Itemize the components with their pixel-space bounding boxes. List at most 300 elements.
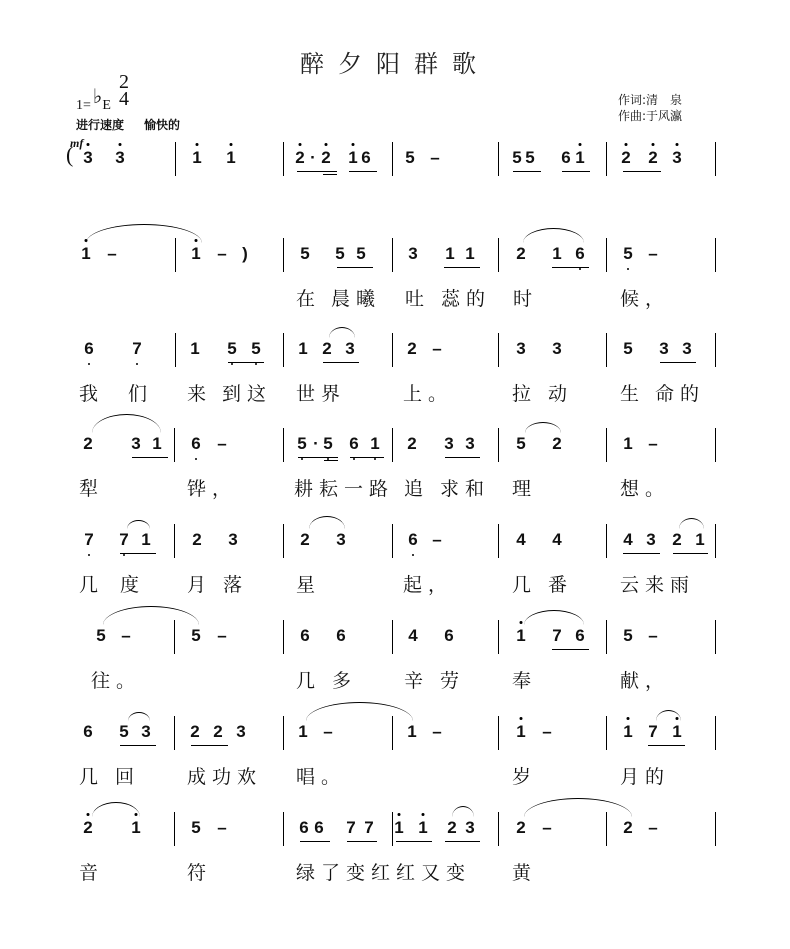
note: – bbox=[648, 434, 658, 453]
high-octave-dot bbox=[676, 143, 679, 146]
lyric-text: 音 bbox=[79, 862, 105, 884]
lyric-text: 度 bbox=[120, 574, 146, 596]
score-row bbox=[0, 428, 790, 518]
lyric-text: 生 bbox=[620, 383, 646, 405]
tempo-label: 进行速度 bbox=[76, 118, 125, 132]
low-octave-dot bbox=[579, 268, 581, 270]
lyric-text: 们 bbox=[128, 383, 154, 405]
note: 1 bbox=[190, 244, 202, 264]
note: 1 bbox=[552, 244, 562, 263]
lyric-text: 黄 bbox=[512, 862, 538, 884]
eighth-underline bbox=[660, 362, 696, 363]
note: 2 bbox=[407, 434, 417, 453]
slur-arc bbox=[329, 327, 355, 338]
bar-line bbox=[606, 716, 607, 750]
key-prefix: 1= bbox=[76, 98, 91, 113]
bar-line bbox=[498, 620, 499, 654]
lyric-text: 犁 bbox=[79, 478, 105, 500]
bar-line bbox=[715, 524, 716, 558]
lyric-text: 世界 bbox=[296, 383, 347, 405]
eighth-underline bbox=[191, 745, 228, 746]
lyric-text: 献， bbox=[620, 670, 671, 692]
bar-line bbox=[175, 333, 176, 367]
sixteenth-underline bbox=[324, 460, 338, 461]
note: 6 bbox=[83, 339, 95, 359]
note: 3 bbox=[646, 530, 656, 549]
note: 6 bbox=[314, 818, 324, 837]
high-octave-dot bbox=[520, 621, 523, 624]
note: 5 bbox=[119, 722, 129, 741]
lyric-text: 落 bbox=[223, 574, 249, 596]
eighth-underline bbox=[623, 553, 660, 554]
slur-arc bbox=[127, 520, 150, 529]
eighth-underline bbox=[396, 841, 432, 842]
lyric-text: 候， bbox=[620, 288, 671, 310]
lyric-text: 命的 bbox=[655, 383, 706, 405]
bar-line bbox=[392, 238, 393, 272]
bar-line bbox=[174, 428, 175, 462]
note: 1 bbox=[141, 530, 151, 549]
note: 1 bbox=[298, 722, 308, 741]
tempo-marking bbox=[76, 116, 200, 133]
time-signature-bottom: 4 bbox=[119, 88, 129, 110]
note: ) bbox=[242, 244, 248, 263]
note: 6 bbox=[575, 626, 585, 645]
note: 2 bbox=[213, 722, 223, 741]
high-octave-dot bbox=[325, 143, 328, 146]
eighth-underline bbox=[673, 553, 708, 554]
note: 1 bbox=[190, 339, 200, 358]
high-octave-dot bbox=[87, 143, 90, 146]
bar-line bbox=[606, 238, 607, 272]
low-octave-dot bbox=[374, 458, 376, 460]
note: 3 bbox=[408, 244, 418, 263]
bar-line bbox=[392, 620, 393, 654]
note: 2 bbox=[516, 818, 526, 837]
lyric-text: 回 bbox=[115, 766, 141, 788]
note: 6 bbox=[299, 818, 309, 837]
low-octave-dot bbox=[123, 554, 125, 556]
note: 3 bbox=[141, 722, 151, 741]
lyric-text: 来 bbox=[187, 383, 213, 405]
lyric-text: 成功欢 bbox=[187, 766, 263, 788]
high-octave-dot bbox=[625, 143, 628, 146]
note: 3 bbox=[465, 434, 475, 453]
note: 6 bbox=[361, 148, 371, 167]
note: 1 bbox=[298, 339, 308, 358]
eighth-underline bbox=[228, 362, 264, 363]
bar-line bbox=[715, 333, 716, 367]
eighth-underline bbox=[132, 457, 168, 458]
note: 5 bbox=[226, 339, 238, 359]
bar-line bbox=[715, 238, 716, 272]
lyric-text: 月的 bbox=[620, 766, 671, 788]
note: 1 bbox=[465, 244, 475, 263]
lyric-text: 耕耘一路 bbox=[294, 478, 395, 500]
note: 4 bbox=[516, 530, 526, 549]
bar-line bbox=[283, 333, 284, 367]
note: 4 bbox=[552, 530, 562, 549]
note: 5 bbox=[300, 244, 310, 263]
lyric-text: 吐 bbox=[405, 288, 431, 310]
note: 2 bbox=[320, 148, 332, 168]
note: 6 bbox=[574, 244, 586, 264]
lyric-text: 我 bbox=[79, 383, 105, 405]
note: 5 bbox=[296, 434, 308, 454]
bar-line bbox=[283, 812, 284, 846]
score-row bbox=[0, 620, 790, 710]
note: 3 bbox=[336, 530, 346, 549]
score-row bbox=[0, 238, 790, 328]
lyric-text: 多 bbox=[332, 670, 358, 692]
eighth-underline bbox=[445, 841, 480, 842]
eighth-underline bbox=[562, 171, 590, 172]
note: 1 bbox=[130, 818, 142, 838]
note: – bbox=[432, 339, 442, 358]
bar-line bbox=[174, 524, 175, 558]
eighth-underline bbox=[337, 267, 373, 268]
lyric-text: 追 bbox=[404, 478, 430, 500]
note: 3 bbox=[465, 818, 475, 837]
note: 3 bbox=[516, 339, 526, 358]
bar-line bbox=[392, 142, 393, 176]
high-octave-dot bbox=[196, 143, 199, 146]
note: 2 bbox=[516, 244, 526, 263]
slur-arc bbox=[679, 518, 704, 529]
note: 7 bbox=[118, 530, 130, 550]
sixteenth-underline bbox=[323, 174, 337, 175]
note: 1 bbox=[623, 434, 633, 453]
note: 5 bbox=[250, 339, 262, 359]
note: 6 bbox=[407, 530, 419, 550]
bar-line bbox=[392, 716, 393, 750]
note: 2 bbox=[623, 818, 633, 837]
low-octave-dot bbox=[627, 268, 629, 270]
open-parenthesis: ( bbox=[66, 142, 74, 167]
eighth-underline bbox=[623, 171, 661, 172]
bar-line bbox=[392, 524, 393, 558]
note: 6 bbox=[83, 722, 93, 741]
note: – bbox=[121, 626, 131, 645]
bar-line bbox=[606, 142, 607, 176]
note: 1 bbox=[191, 148, 203, 168]
time-signature bbox=[119, 71, 129, 110]
bar-line bbox=[392, 428, 393, 462]
lyric-text: 上。 bbox=[403, 383, 454, 405]
note: 2 bbox=[552, 434, 562, 453]
note: 3 bbox=[114, 148, 126, 168]
high-octave-dot bbox=[119, 143, 122, 146]
eighth-underline bbox=[513, 171, 541, 172]
bar-line bbox=[498, 142, 499, 176]
slur-arc bbox=[452, 806, 474, 817]
note: 5 bbox=[322, 434, 334, 454]
lyric-text: 想。 bbox=[620, 478, 671, 500]
bar-line bbox=[606, 620, 607, 654]
lyric-text: 时 bbox=[513, 288, 539, 310]
bar-line bbox=[715, 142, 716, 176]
lyric-text: 绿了变红红又变 bbox=[296, 862, 472, 884]
note: – bbox=[432, 722, 442, 741]
note: 4 bbox=[408, 626, 418, 645]
eighth-underline bbox=[552, 267, 589, 268]
note: 5 bbox=[191, 626, 201, 645]
note: – bbox=[542, 722, 552, 741]
lyric-text: 岁 bbox=[512, 766, 538, 788]
note: 3 bbox=[345, 339, 355, 358]
low-octave-dot bbox=[412, 554, 414, 556]
bar-line bbox=[283, 428, 284, 462]
tempo-value: 愉快的 bbox=[144, 118, 181, 132]
note: 5 bbox=[405, 148, 415, 167]
note: – bbox=[542, 818, 552, 837]
note: – bbox=[107, 244, 117, 263]
note: – bbox=[648, 244, 658, 263]
slur-arc bbox=[128, 712, 150, 721]
note: 2 bbox=[620, 148, 632, 168]
bar-line bbox=[175, 142, 176, 176]
note: 1 bbox=[574, 148, 586, 168]
eighth-underline bbox=[349, 171, 377, 172]
slur-arc bbox=[525, 422, 561, 433]
lyricist: 作词:清 泉 bbox=[618, 93, 683, 107]
note: 1 bbox=[671, 722, 683, 742]
note: 2 bbox=[83, 434, 93, 453]
bar-line bbox=[175, 238, 176, 272]
note: 5 bbox=[191, 818, 201, 837]
bar-line bbox=[715, 620, 716, 654]
bar-line bbox=[498, 716, 499, 750]
note: 2 bbox=[192, 530, 202, 549]
note: 6 bbox=[561, 148, 571, 167]
eighth-underline bbox=[120, 553, 156, 554]
lyric-text: 符 bbox=[187, 862, 213, 884]
note: 3 bbox=[82, 148, 94, 168]
note: 1 bbox=[347, 148, 359, 168]
note: – bbox=[217, 244, 227, 263]
high-octave-dot bbox=[87, 813, 90, 816]
time-signature-top: 2 bbox=[119, 71, 129, 93]
eighth-underline bbox=[552, 649, 589, 650]
bar-line bbox=[715, 812, 716, 846]
bar-line bbox=[498, 524, 499, 558]
note: 7 bbox=[83, 530, 95, 550]
lyric-text: 劳 bbox=[440, 670, 466, 692]
score-row bbox=[0, 142, 790, 232]
note: · bbox=[313, 434, 319, 453]
note: – bbox=[217, 626, 227, 645]
bar-line bbox=[283, 716, 284, 750]
note: 5 bbox=[622, 244, 634, 264]
eighth-underline bbox=[323, 362, 359, 363]
note: 1 bbox=[152, 434, 162, 453]
note: – bbox=[432, 530, 442, 549]
note: 3 bbox=[552, 339, 562, 358]
low-octave-dot bbox=[301, 458, 303, 460]
note: 7 bbox=[552, 626, 562, 645]
bar-line bbox=[283, 238, 284, 272]
note: 7 bbox=[364, 818, 374, 837]
note: 3 bbox=[682, 339, 692, 358]
lyric-text: 番 bbox=[548, 574, 574, 596]
note: 6 bbox=[300, 626, 310, 645]
note: 7 bbox=[131, 339, 143, 359]
bar-line bbox=[606, 333, 607, 367]
slur-arc bbox=[656, 710, 681, 721]
high-octave-dot bbox=[579, 143, 582, 146]
note: 1 bbox=[695, 530, 705, 549]
note: – bbox=[323, 722, 333, 741]
lyric-text: 求和 bbox=[440, 478, 491, 500]
note: 3 bbox=[671, 148, 683, 168]
low-octave-dot bbox=[88, 554, 90, 556]
note: 7 bbox=[648, 722, 658, 741]
note: 5 bbox=[356, 244, 366, 263]
note: – bbox=[648, 626, 658, 645]
lyric-text: 月 bbox=[187, 574, 213, 596]
score-row bbox=[0, 812, 790, 902]
note: 2 bbox=[190, 722, 200, 741]
lyric-text: 往。 bbox=[91, 670, 142, 692]
note: 1 bbox=[445, 244, 455, 263]
note: – bbox=[217, 434, 227, 453]
eighth-underline bbox=[298, 457, 338, 458]
note: 6 bbox=[348, 434, 360, 454]
low-octave-dot bbox=[195, 458, 197, 460]
dynamic-marking: mf bbox=[70, 136, 84, 150]
bar-line bbox=[606, 812, 607, 846]
note: – bbox=[648, 818, 658, 837]
note: 2 bbox=[447, 818, 457, 837]
note: 2 bbox=[322, 339, 332, 358]
bar-line bbox=[606, 524, 607, 558]
bar-line bbox=[498, 428, 499, 462]
note: 1 bbox=[225, 148, 237, 168]
note: 5 bbox=[96, 626, 106, 645]
bar-line bbox=[715, 428, 716, 462]
high-octave-dot bbox=[520, 717, 523, 720]
eighth-underline bbox=[648, 745, 685, 746]
lyric-text: 几 bbox=[79, 766, 105, 788]
note: 3 bbox=[659, 339, 669, 358]
note: 5 bbox=[512, 148, 522, 167]
high-octave-dot bbox=[230, 143, 233, 146]
bar-line bbox=[283, 142, 284, 176]
composer: 作曲:于风瀛 bbox=[618, 109, 683, 123]
low-octave-dot bbox=[136, 363, 138, 365]
eighth-underline bbox=[300, 841, 330, 842]
note: 3 bbox=[228, 530, 238, 549]
lyric-text: 几 bbox=[79, 574, 105, 596]
note: 6 bbox=[336, 626, 346, 645]
note: 2 bbox=[407, 339, 417, 358]
note: 3 bbox=[444, 434, 454, 453]
bar-line bbox=[498, 812, 499, 846]
lyric-text: 在 bbox=[296, 288, 322, 310]
note: – bbox=[217, 818, 227, 837]
note: 5 bbox=[623, 626, 633, 645]
note: 1 bbox=[369, 434, 381, 454]
note: 3 bbox=[131, 434, 141, 453]
note: 1 bbox=[407, 722, 417, 741]
note: 5 bbox=[623, 339, 633, 358]
note: 2 bbox=[294, 148, 306, 168]
note: · bbox=[310, 148, 316, 167]
note: 5 bbox=[516, 434, 526, 453]
note: 3 bbox=[236, 722, 246, 741]
bar-line bbox=[174, 620, 175, 654]
note: 1 bbox=[393, 818, 405, 838]
eighth-underline bbox=[350, 457, 384, 458]
score-row bbox=[0, 524, 790, 614]
bar-line bbox=[498, 333, 499, 367]
note: 2 bbox=[300, 530, 310, 549]
note: 1 bbox=[80, 244, 92, 264]
note: 4 bbox=[623, 530, 633, 549]
bar-line bbox=[283, 620, 284, 654]
eighth-underline bbox=[297, 171, 337, 172]
bar-line bbox=[174, 812, 175, 846]
note: 1 bbox=[515, 722, 527, 742]
low-octave-dot bbox=[255, 363, 257, 365]
lyric-text: 动 bbox=[548, 383, 574, 405]
high-octave-dot bbox=[398, 813, 401, 816]
lyric-text: 到这 bbox=[222, 383, 273, 405]
note: 2 bbox=[82, 818, 94, 838]
note: 1 bbox=[417, 818, 429, 838]
score-row bbox=[0, 333, 790, 423]
note: 1 bbox=[622, 722, 634, 742]
bar-line bbox=[283, 524, 284, 558]
bar-line bbox=[392, 333, 393, 367]
lyric-text: 理 bbox=[512, 478, 538, 500]
bar-line bbox=[606, 428, 607, 462]
eighth-underline bbox=[347, 841, 377, 842]
lyric-text: 几 bbox=[296, 670, 322, 692]
bar-line bbox=[498, 238, 499, 272]
note: 5 bbox=[525, 148, 535, 167]
note: 2 bbox=[647, 148, 659, 168]
bar-line bbox=[715, 716, 716, 750]
lyric-text: 铧， bbox=[187, 478, 238, 500]
high-octave-dot bbox=[299, 143, 302, 146]
lyric-text: 星 bbox=[296, 574, 322, 596]
high-octave-dot bbox=[352, 143, 355, 146]
note: 2 bbox=[672, 530, 682, 549]
lyric-text: 拉 bbox=[512, 383, 538, 405]
note: 7 bbox=[346, 818, 356, 837]
low-octave-dot bbox=[353, 458, 355, 460]
high-octave-dot bbox=[422, 813, 425, 816]
score-row bbox=[0, 716, 790, 806]
bar-line bbox=[174, 716, 175, 750]
note: – bbox=[430, 148, 440, 167]
lyric-text: 辛 bbox=[404, 670, 430, 692]
lyric-text: 蕊的 bbox=[441, 288, 492, 310]
note: 6 bbox=[444, 626, 454, 645]
lyric-text: 奉 bbox=[512, 670, 538, 692]
note: 5 bbox=[335, 244, 345, 263]
lyric-text: 云来雨 bbox=[620, 574, 696, 596]
lyric-text: 几 bbox=[512, 574, 538, 596]
low-octave-dot bbox=[231, 363, 233, 365]
credits bbox=[618, 92, 682, 124]
high-octave-dot bbox=[627, 717, 630, 720]
lyric-text: 晨曦 bbox=[331, 288, 382, 310]
lyric-text: 唱。 bbox=[296, 766, 347, 788]
high-octave-dot bbox=[652, 143, 655, 146]
key-signature bbox=[76, 86, 111, 115]
